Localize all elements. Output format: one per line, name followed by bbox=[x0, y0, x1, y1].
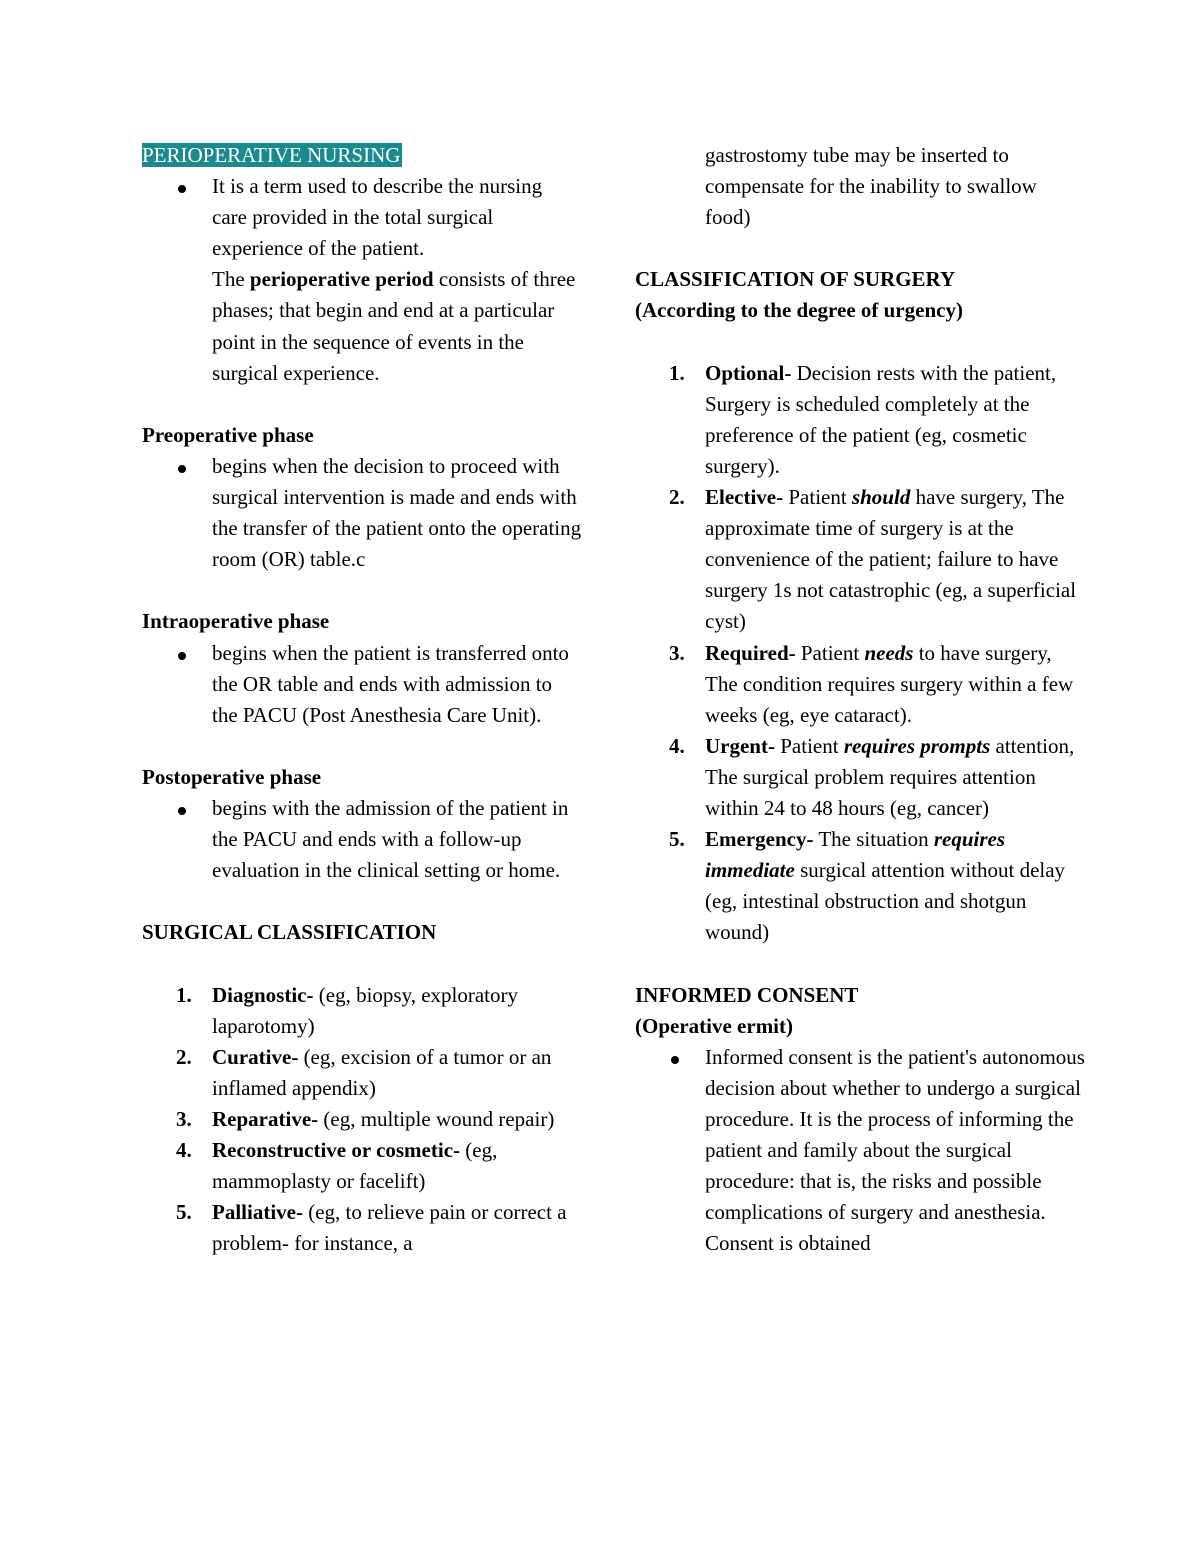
section-title-surgical-classification: SURGICAL CLASSIFICATION bbox=[142, 920, 437, 945]
list-item bbox=[142, 171, 582, 389]
left-column bbox=[142, 140, 582, 1259]
section-title-informed-consent: INFORMED CONSENT bbox=[635, 982, 859, 1007]
list-item: begins with the admission of the patient in the PACU and ends with a follow-up evaluation in the clinical setting or home. bbox=[142, 793, 582, 886]
intro-list bbox=[142, 171, 582, 389]
section-title-perioperative bbox=[142, 140, 582, 171]
list-item: 5. Palliative- (eg, to relieve pain or correct a problem- for instance, a bbox=[176, 1200, 567, 1256]
list-item: 2. Elective- Patient should have surgery, The approximate time of surgery is at the convenience of the patient; failure to have surgery 1s not catastrophic (eg, a superficial cyst) bbox=[669, 485, 1077, 634]
intro-term: perioperative period bbox=[249, 267, 434, 292]
consent-list bbox=[635, 1042, 1085, 1260]
list-item: Informed consent is the patient's autonomous decision about whether to undergo a surgical procedure. It is the process of informing the patient and family about the surgical procedure: that is, the risks and possible complications of surgery and anesthesia. Consent is obtained bbox=[635, 1042, 1085, 1260]
list-item: begins when the decision to proceed with surgical intervention is made and ends with the transfer of the patient onto the operating room (OR) table.c bbox=[142, 451, 582, 575]
section-subtitle-urgency: (According to the degree of urgency) bbox=[635, 298, 963, 323]
highlighted-title: PERIOPERATIVE NURSING bbox=[142, 143, 401, 167]
right-column bbox=[635, 140, 1085, 1259]
list-item: 4. Reconstructive or cosmetic- (eg, mammoplasty or facelift) bbox=[176, 1138, 498, 1194]
urgency-list bbox=[635, 358, 1085, 949]
list-item: 3. Required- Patient needs to have surgery, The condition requires surgery within a few weeks (eg, eye cataract). bbox=[669, 640, 1074, 727]
phase-list bbox=[142, 451, 582, 575]
intro-text: consists of three phases; that begin and end at a particular point in the sequence of events in the surgical experience. bbox=[212, 267, 576, 385]
list-item: 2. Curative- (eg, excision of a tumor or an inflamed appendix) bbox=[176, 1044, 552, 1100]
section-subtitle-consent: (Operative ermit) bbox=[635, 1013, 794, 1038]
surgical-classification-list bbox=[142, 980, 582, 1260]
phase-list bbox=[142, 793, 582, 886]
list-item: 1. Diagnostic- (eg, biopsy, exploratory laparotomy) bbox=[176, 982, 519, 1038]
phase-list bbox=[142, 638, 582, 731]
section-title-classification-of-surgery: CLASSIFICATION OF SURGERY bbox=[635, 267, 956, 292]
list-item: 3. Reparative- (eg, multiple wound repair) bbox=[176, 1106, 555, 1131]
intro-text: The bbox=[212, 267, 250, 292]
list-item: begins when the patient is transferred onto the OR table and ends with admission to the PACU (Post Anesthesia Care Unit). bbox=[142, 638, 582, 731]
phase-title: Intraoperative phase bbox=[142, 609, 330, 634]
intro-text: It is a term used to describe the nursing care provided in the total surgical experience of the patient. bbox=[212, 174, 543, 261]
list-item: 5. Emergency- The situation requires immediate surgical attention without delay (eg, intestinal obstruction and shotgun wound) bbox=[669, 827, 1066, 945]
phase-title: Preoperative phase bbox=[142, 422, 314, 447]
phase-title: Postoperative phase bbox=[142, 764, 322, 789]
list-item: 1. Optional- Decision rests with the patient, Surgery is scheduled completely at the preference of the patient (eg, cosmetic surgery). bbox=[669, 360, 1057, 478]
continuation-text: gastrostomy tube may be inserted to compensate for the inability to swallow food) bbox=[705, 143, 1037, 230]
list-item: 4. Urgent- Patient requires prompts attention, The surgical problem requires attention within 24 to 48 hours (eg, cancer) bbox=[669, 733, 1075, 820]
